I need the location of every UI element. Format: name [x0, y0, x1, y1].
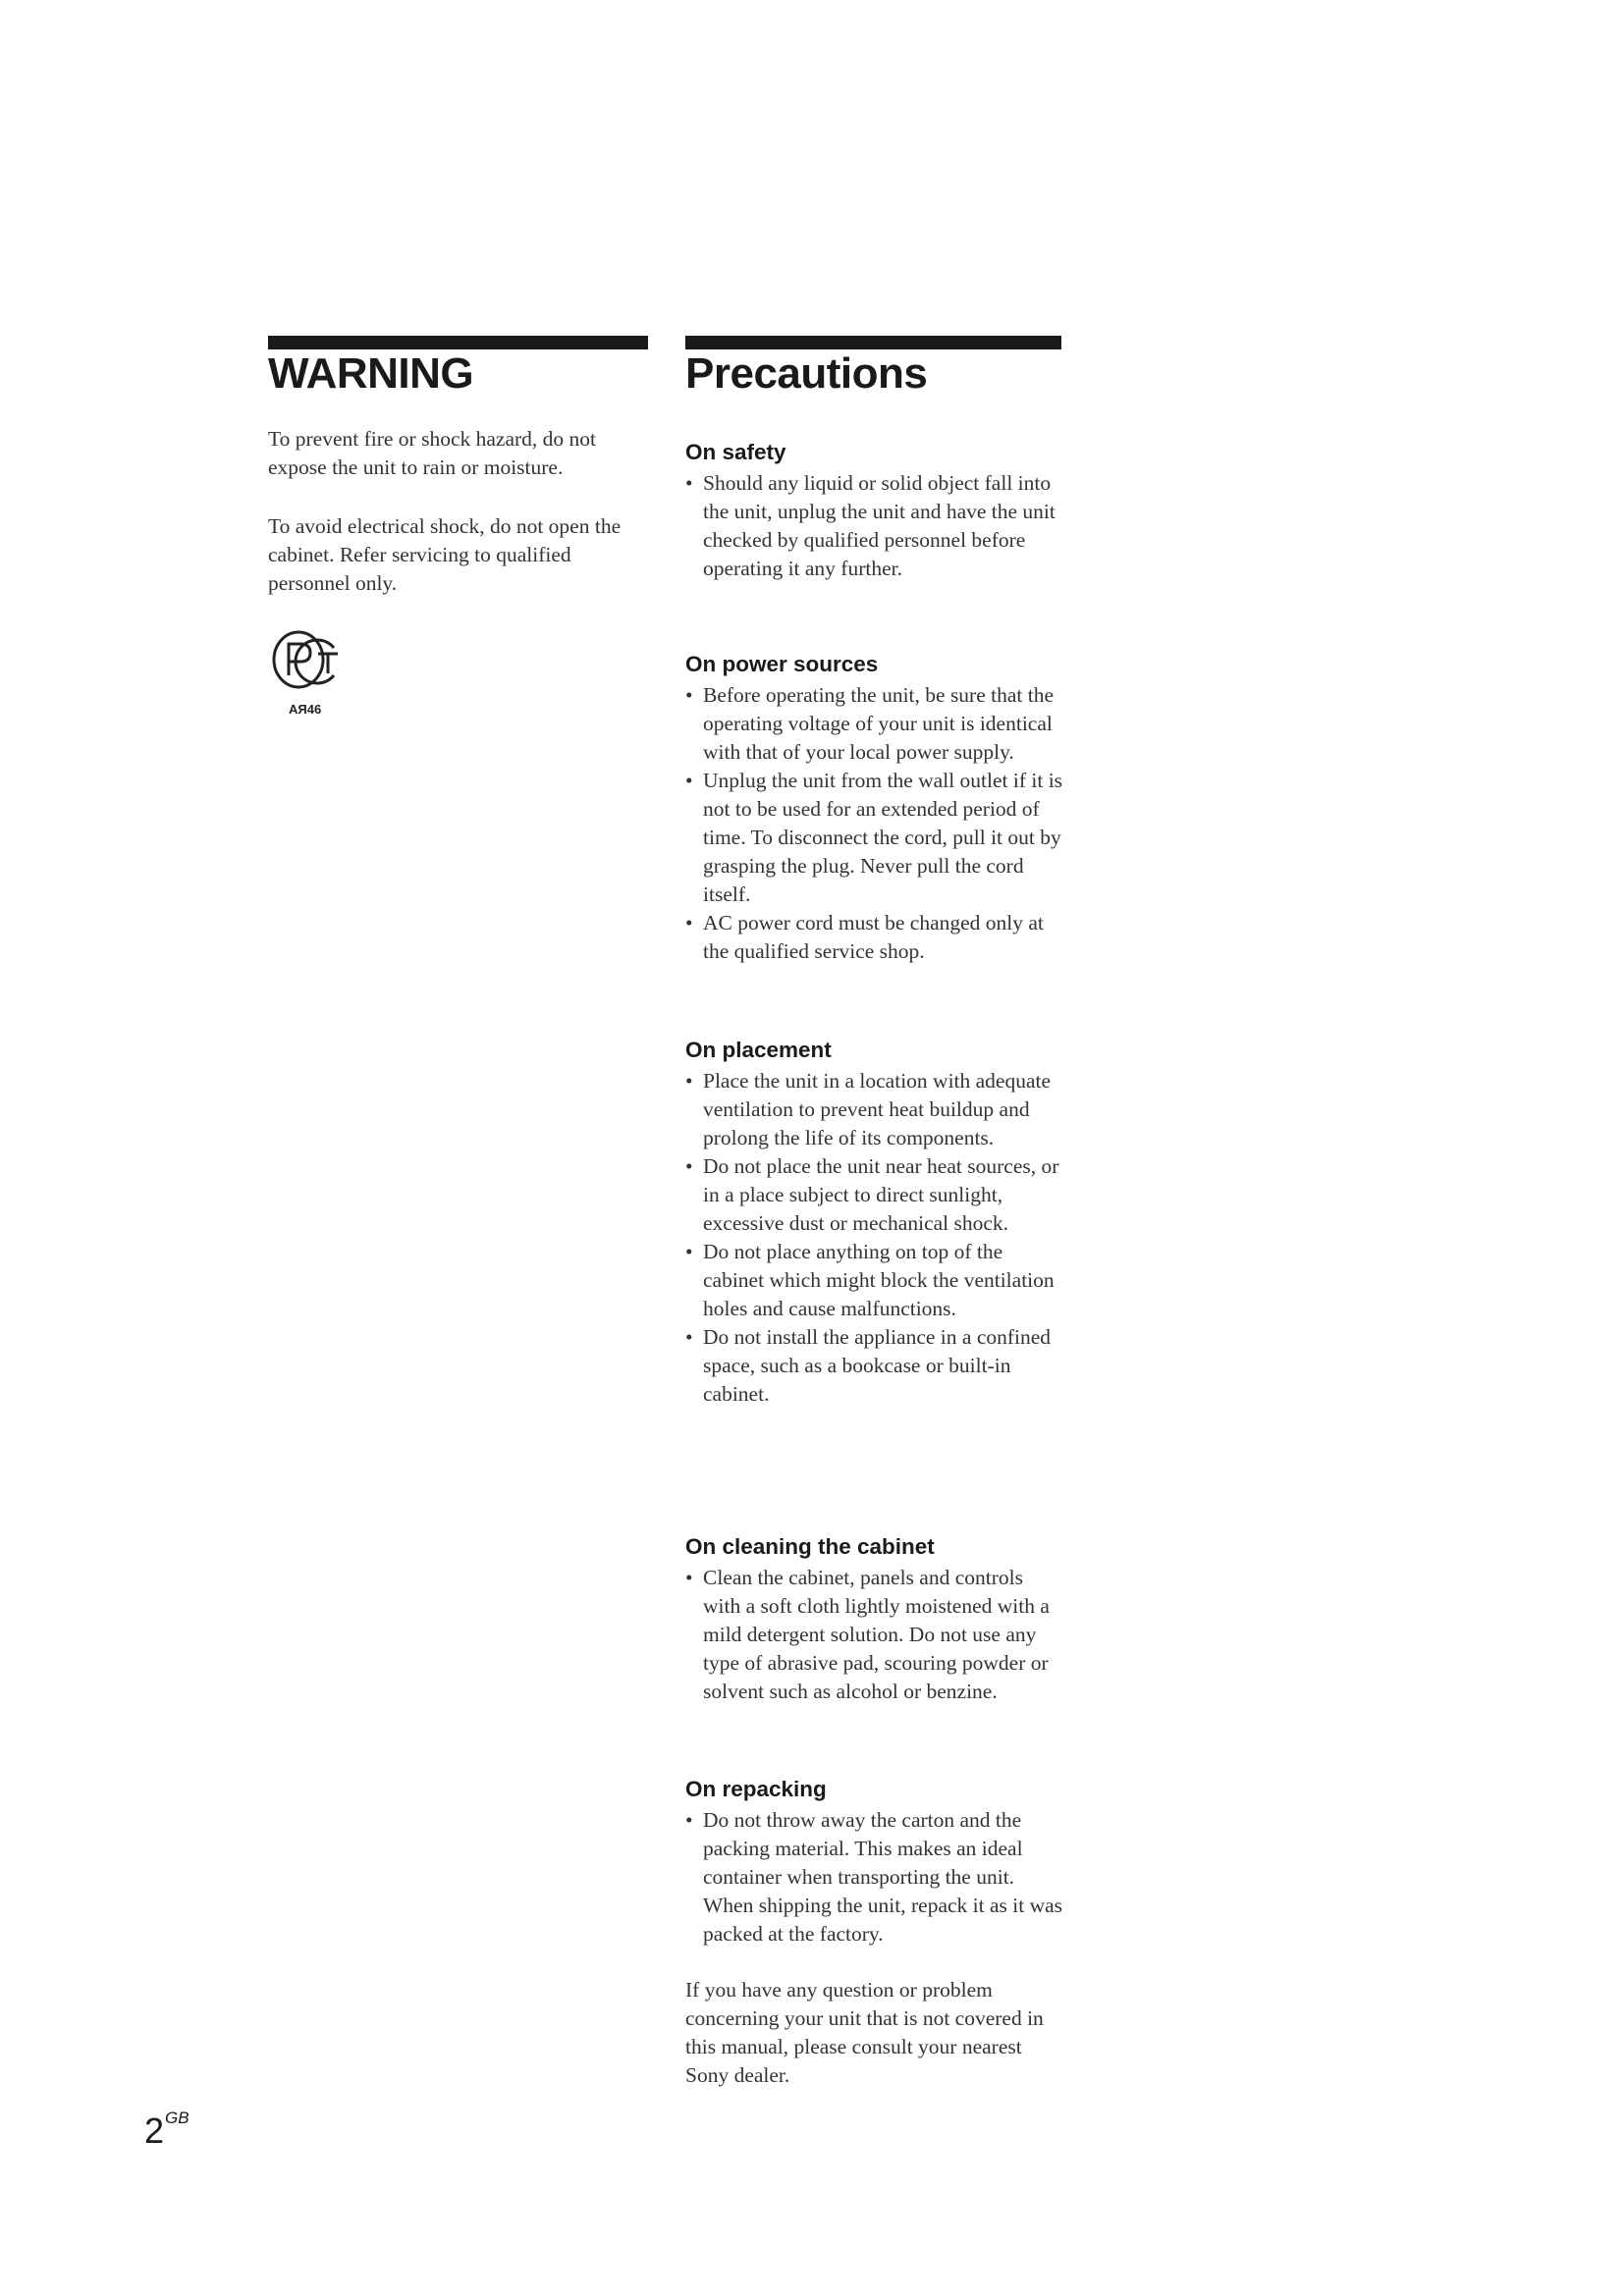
- section-title-on-power-sources: On power sources: [685, 652, 879, 676]
- list-on-safety: [685, 469, 1063, 583]
- page-number-value: 2: [144, 2110, 165, 2151]
- list-item: • Before operating the unit, be sure that the operating voltage of your unit is identical with that of your local power supply.: [685, 681, 1063, 767]
- closing-paragraph: If you have any question or problem concerning your unit that is not covered in this manual, please consult your nearest Sony dealer.: [685, 1978, 1044, 2087]
- section-title-on-placement: On placement: [685, 1038, 832, 1062]
- page-number: [144, 2109, 189, 2152]
- page-number-suffix: GB: [165, 2109, 189, 2127]
- list-item: • Unplug the unit from the wall outlet if it is not to be used for an extended period of time. To disconnect the cord, pull it out by grasping the plug. Never pull the cord itself.: [685, 767, 1063, 909]
- list-item: • Should any liquid or solid object fall into the unit, unplug the unit and have the unit checked by qualified personnel before operating it any further.: [685, 469, 1063, 583]
- warning-paragraph-2: To avoid electrical shock, do not open the cabinet. Refer servicing to qualified personnel only.: [268, 514, 622, 595]
- list-item: • Do not place the unit near heat sources, or in a place subject to direct sunlight, excessive dust or mechanical shock.: [685, 1152, 1063, 1238]
- list-on-cleaning-the-cabinet: [685, 1564, 1063, 1706]
- list-item: • Do not place anything on top of the cabinet which might block the ventilation holes and cause malfunctions.: [685, 1238, 1063, 1323]
- certification-code: АЯ46: [289, 702, 322, 717]
- list-on-power-sources: [685, 681, 1063, 966]
- list-on-repacking: [685, 1806, 1063, 1949]
- list-item: • Place the unit in a location with adequate ventilation to prevent heat buildup and prolong the life of its components.: [685, 1067, 1063, 1152]
- warning-paragraph-1: To prevent fire or shock hazard, do not expose the unit to rain or moisture.: [268, 427, 597, 479]
- gost-certification-mark: [269, 626, 357, 721]
- warning-rule: [268, 336, 648, 349]
- list-item: • Clean the cabinet, panels and controls with a soft cloth lightly moistened with a mild detergent solution. Do not use any type of abrasive pad, scouring powder or solvent such as alcohol or benzine.: [685, 1564, 1063, 1706]
- precautions-heading: Precautions: [685, 349, 928, 398]
- pct-logo-icon: [269, 626, 357, 693]
- section-title-on-safety: On safety: [685, 440, 786, 464]
- list-item: • AC power cord must be changed only at the qualified service shop.: [685, 909, 1063, 966]
- list-on-placement: [685, 1067, 1063, 1409]
- warning-heading: WARNING: [268, 349, 474, 398]
- section-title-on-repacking: On repacking: [685, 1777, 827, 1801]
- list-item: • Do not throw away the carton and the packing material. This makes an ideal container when transporting the unit. When shipping the unit, repack it as it was packed at the factory.: [685, 1806, 1063, 1949]
- list-item: • Do not install the appliance in a confined space, such as a bookcase or built-in cabinet.: [685, 1323, 1063, 1409]
- section-title-on-cleaning-the-cabinet: On cleaning the cabinet: [685, 1534, 935, 1559]
- precautions-rule: [685, 336, 1061, 349]
